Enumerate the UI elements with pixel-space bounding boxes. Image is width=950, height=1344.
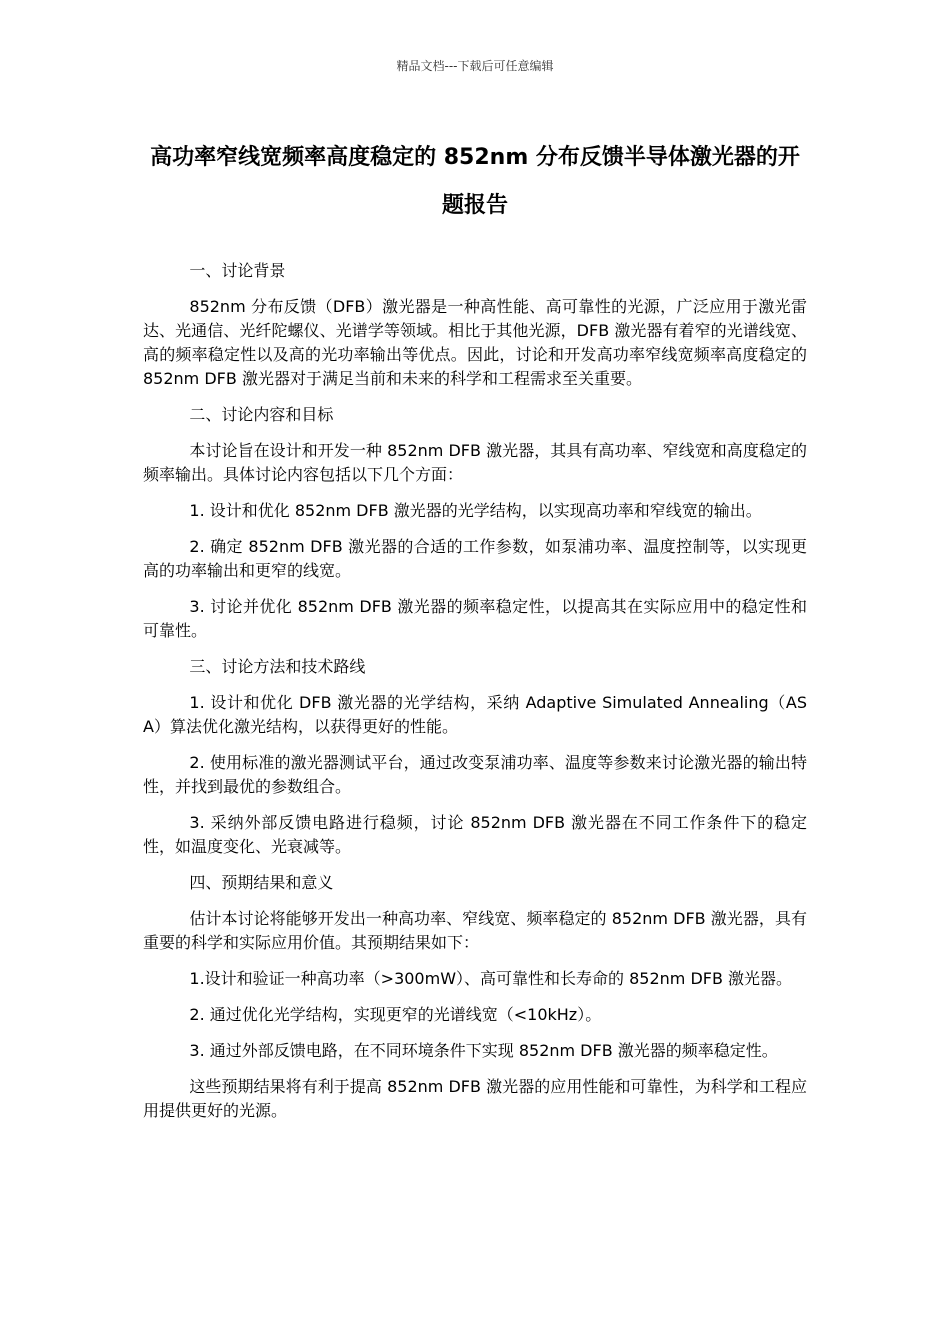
list-item-method-1: 1. 设计和优化 DFB 激光器的光学结构，采纳 Adaptive Simulated Annealing（ASA）算法优化激光结构，以获得更好的性能。: [143, 693, 807, 736]
section-heading-content-goals: 二、讨论内容和目标: [189, 405, 334, 424]
section-heading-results: 四、预期结果和意义: [189, 873, 334, 892]
page-header: 精品文档---下载后可任意编辑: [396, 59, 554, 73]
paragraph-background: 852nm 分布反馈（DFB）激光器是一种高性能、高可靠性的光源，广泛应用于激光雷达、光通信、光纤陀螺仪、光谱学等领域。相比于其他光源，DFB 激光器有着窄的光谱线宽、高的频率稳定性以及高的光功率输出等优点。因此，讨论和开发高功率窄线宽频率高度稳定的 852nm DFB 激光器对于满足当前和未来的科学和工程需求至关重要。: [143, 297, 807, 388]
paragraph-results-intro: 估计本讨论将能够开发出一种高功率、窄线宽、频率稳定的 852nm DFB 激光器，具有重要的科学和实际应用价值。其预期结果如下：: [143, 909, 807, 952]
list-item-content-2: 2. 确定 852nm DFB 激光器的合适的工作参数，如泵浦功率、温度控制等，以实现更高的功率输出和更窄的线宽。: [143, 537, 807, 580]
document-title: 高功率窄线宽频率高度稳定的 852nm 分布反馈半导体激光器的开题报告: [150, 145, 800, 218]
list-item-method-3: 3. 采纳外部反馈电路进行稳频，讨论 852nm DFB 激光器在不同工作条件下的稳定性，如温度变化、光衰减等。: [143, 813, 807, 856]
list-item-content-1: 1. 设计和优化 852nm DFB 激光器的光学结构，以实现高功率和窄线宽的输出。: [189, 501, 762, 520]
paragraph-content-intro: 本讨论旨在设计和开发一种 852nm DFB 激光器，其具有高功率、窄线宽和高度稳定的频率输出。具体讨论内容包括以下几个方面：: [143, 441, 807, 484]
paragraph-conclusion: 这些预期结果将有利于提高 852nm DFB 激光器的应用性能和可靠性，为科学和工程应用提供更好的光源。: [143, 1077, 807, 1120]
list-item-result-1: 1.设计和验证一种高功率（>300mW）、高可靠性和长寿命的 852nm DFB 激光器。: [189, 969, 793, 988]
list-item-content-3: 3. 讨论并优化 852nm DFB 激光器的频率稳定性，以提高其在实际应用中的稳定性和可靠性。: [143, 597, 807, 640]
list-item-method-2: 2. 使用标准的激光器测试平台，通过改变泵浦功率、温度等参数来讨论激光器的输出特性，并找到最优的参数组合。: [143, 753, 807, 796]
section-heading-background: 一、讨论背景: [189, 261, 286, 280]
section-heading-methods: 三、讨论方法和技术路线: [189, 657, 366, 676]
document-body: [143, 259, 807, 1135]
list-item-result-3: 3. 通过外部反馈电路，在不同环境条件下实现 852nm DFB 激光器的频率稳定性。: [189, 1041, 778, 1060]
list-item-result-2: 2. 通过优化光学结构，实现更窄的光谱线宽（<10kHz）。: [189, 1005, 602, 1024]
